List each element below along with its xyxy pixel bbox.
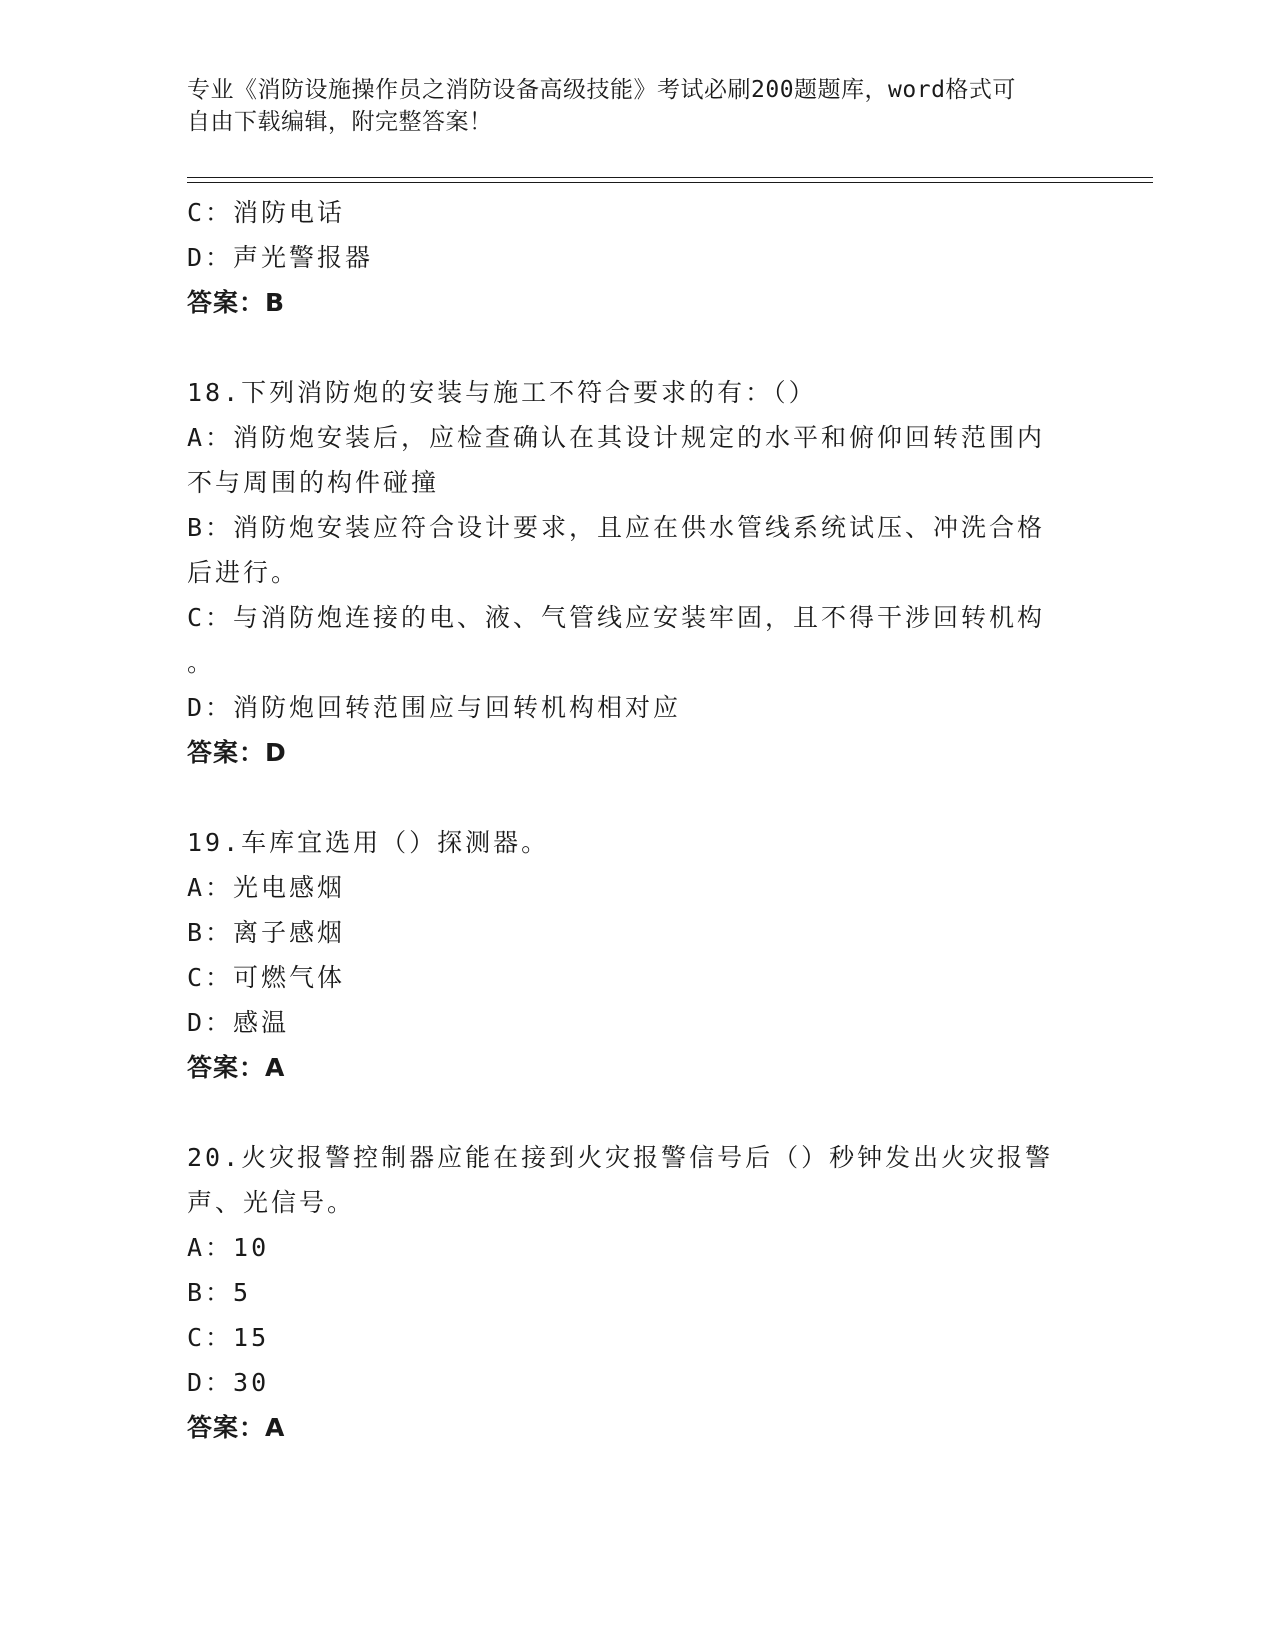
question-text: 19.车库宜选用（）探测器。 [187,828,550,857]
header-divider-top [187,177,1153,178]
question-text: 18.下列消防炮的安装与施工不符合要求的有：（） [187,378,817,407]
answer-label: 答案：D [187,738,287,767]
option-c: C：消防电话 [187,198,346,227]
question-list [187,190,1077,1450]
question-19 [187,820,1077,1090]
question-text: 20.火灾报警控制器应能在接到火灾报警信号后（）秒钟发出火灾报警 [187,1143,1054,1172]
document-header [187,74,1067,138]
spacer [187,1090,1077,1135]
answer-label: 答案：A [187,1413,286,1442]
option-c: C：与消防炮连接的电、液、气管线应安装牢固，且不得干涉回转机构 [187,603,1046,632]
option-b-continued: 后进行。 [187,558,300,587]
spacer [187,325,1077,370]
question-text-continued: 声、光信号。 [187,1188,356,1217]
option-a: A：10 [187,1233,270,1262]
option-b: B：消防炮安装应符合设计要求，且应在供水管线系统试压、冲洗合格 [187,513,1046,542]
option-d: D：消防炮回转范围应与回转机构相对应 [187,693,682,722]
header-line-2: 自由下载编辑，附完整答案！ [187,109,493,135]
option-b: B：5 [187,1278,252,1307]
option-b: B：离子感烟 [187,918,346,947]
option-a: A：消防炮安装后，应检查确认在其设计规定的水平和俯仰回转范围内 [187,423,1046,452]
answer-label: 答案：A [187,1053,286,1082]
answer-label: 答案：B [187,288,286,317]
option-d: D：声光警报器 [187,243,374,272]
option-a-continued: 不与周围的构件碰撞 [187,468,440,497]
option-a: A：光电感烟 [187,873,346,902]
question-17-tail [187,190,1077,325]
option-d: D：30 [187,1368,270,1397]
header-divider-bottom [187,182,1153,183]
option-c-continued: 。 [187,648,216,677]
option-d: D：感温 [187,1008,290,1037]
question-20 [187,1135,1077,1450]
option-c: C：15 [187,1323,270,1352]
header-line-1: 专业《消防设施操作员之消防设备高级技能》考试必刷200题题库，word格式可 [187,77,1016,103]
spacer [187,775,1077,820]
question-18 [187,370,1077,775]
option-c: C：可燃气体 [187,963,346,992]
